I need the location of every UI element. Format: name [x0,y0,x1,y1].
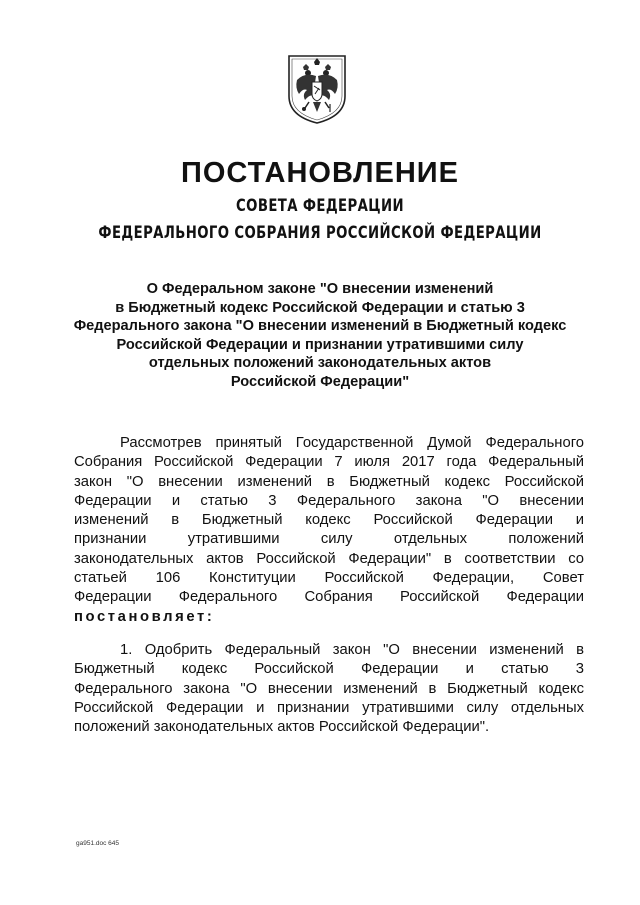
body-line: Федерального закона "О внесении изменений в Бюджетный кодекс [74,680,584,697]
coat-of-arms-emblem [285,52,349,126]
subject-line: Российской Федерации" [230,373,410,390]
resolution-body [74,434,584,737]
body-line: признании утратившими силу отдельных положений [74,531,584,548]
resolution-subject [60,280,580,391]
body-line: изменений в Бюджетный кодекс Российской Федерации и [74,512,584,529]
body-line: Российской Федерации и признании утратившими силу отдельных [74,699,584,716]
decides-word: постановляет: [74,608,215,625]
body-line: законодательных актов Российской Федерации" в соответствии со [74,550,584,567]
body-line: Федерации Федерального Собрания Российской Федерации [74,589,584,606]
subject-line: О Федеральном законе "О внесении изменений [146,281,494,297]
body-line: Собрания Российской Федерации 7 июля 2017 года Федеральный [74,454,584,471]
body-line: статьей 106 Конституции Российской Федерации, Совет [74,570,584,587]
subject-line: Российской Федерации и признании утратившими силу [116,336,524,353]
body-line: Бюджетный кодекс Российской Федерации и статью 3 [74,661,584,678]
subject-line: в Бюджетный кодекс Российской Федерации и статью 3 [115,299,525,316]
body-line: Рассмотрев принятый Государственной Думой Федерального [120,435,584,451]
issuer-line-2: ФЕДЕРАЛЬНОГО СОБРАНИЯ РОССИЙСКОЙ ФЕДЕРАЦИИ [98,223,542,243]
subject-line: отдельных положений законодательных актов [148,355,492,371]
issuer-line-1: СОВЕТА ФЕДЕРАЦИИ [236,196,404,216]
body-line: 1. Одобрить Федеральный закон "О внесении изменений в [120,641,584,658]
body-line: Федерации и статью 3 Федерального закона "О внесении [74,492,584,509]
body-line: положений законодательных актов Российской Федерации". [74,719,490,736]
body-line: закон "О внесении изменений в Бюджетный кодекс Российской [74,473,584,490]
file-reference: ga951.doc 645 [76,840,120,847]
subject-line: Федерального закона "О внесении изменений в Бюджетный кодекс [73,318,567,334]
document-title: ПОСТАНОВЛЕНИЕ [181,157,459,189]
